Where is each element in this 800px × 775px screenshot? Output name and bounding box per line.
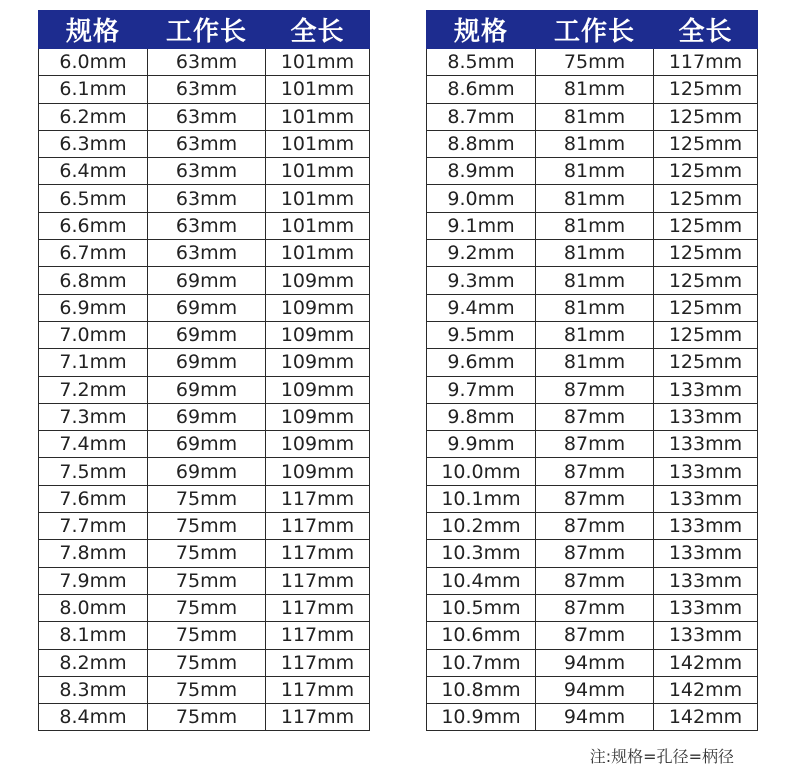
table-row: [39, 649, 370, 676]
table-row: [427, 294, 758, 321]
cell-total-length: 117mm: [266, 622, 370, 649]
table-row: [39, 540, 370, 567]
cell-total-length: 125mm: [654, 212, 758, 239]
header-working-length: 工作长: [148, 11, 266, 49]
cell-total-length: 101mm: [266, 76, 370, 103]
cell-spec: 8.0mm: [39, 594, 148, 621]
spec-table-left: [38, 10, 370, 731]
cell-spec: 8.9mm: [427, 158, 536, 185]
cell-spec: 6.4mm: [39, 158, 148, 185]
cell-working-length: 81mm: [536, 212, 654, 239]
cell-working-length: 87mm: [536, 594, 654, 621]
cell-spec: 10.4mm: [427, 567, 536, 594]
cell-working-length: 75mm: [148, 485, 266, 512]
cell-total-length: 109mm: [266, 267, 370, 294]
cell-total-length: 133mm: [654, 431, 758, 458]
cell-working-length: 69mm: [148, 403, 266, 430]
cell-spec: 9.9mm: [427, 431, 536, 458]
cell-total-length: 117mm: [266, 594, 370, 621]
cell-total-length: 133mm: [654, 403, 758, 430]
table-row: [39, 431, 370, 458]
cell-total-length: 117mm: [266, 649, 370, 676]
cell-spec: 7.9mm: [39, 567, 148, 594]
cell-spec: 6.9mm: [39, 294, 148, 321]
cell-working-length: 87mm: [536, 567, 654, 594]
cell-total-length: 133mm: [654, 458, 758, 485]
cell-working-length: 63mm: [148, 103, 266, 130]
table-row: [39, 240, 370, 267]
cell-working-length: 69mm: [148, 349, 266, 376]
cell-working-length: 81mm: [536, 321, 654, 348]
cell-total-length: 117mm: [266, 676, 370, 703]
table-row: [427, 513, 758, 540]
table-row: [39, 349, 370, 376]
cell-total-length: 109mm: [266, 431, 370, 458]
cell-working-length: 81mm: [536, 158, 654, 185]
cell-working-length: 63mm: [148, 185, 266, 212]
cell-spec: 9.7mm: [427, 376, 536, 403]
table-row: [39, 567, 370, 594]
cell-working-length: 94mm: [536, 649, 654, 676]
cell-spec: 6.6mm: [39, 212, 148, 239]
cell-working-length: 63mm: [148, 158, 266, 185]
cell-spec: 6.5mm: [39, 185, 148, 212]
table-row: [427, 376, 758, 403]
table-row: [427, 212, 758, 239]
table-row: [427, 240, 758, 267]
table-header-row: [39, 11, 370, 49]
cell-total-length: 133mm: [654, 540, 758, 567]
table-row: [427, 567, 758, 594]
cell-working-length: 87mm: [536, 540, 654, 567]
table-row: [39, 130, 370, 157]
header-spec: 规格: [39, 11, 148, 49]
table-row: [427, 49, 758, 76]
cell-working-length: 87mm: [536, 376, 654, 403]
cell-total-length: 117mm: [266, 513, 370, 540]
cell-working-length: 81mm: [536, 294, 654, 321]
cell-working-length: 69mm: [148, 376, 266, 403]
table-row: [427, 594, 758, 621]
cell-working-length: 75mm: [148, 622, 266, 649]
cell-working-length: 87mm: [536, 485, 654, 512]
cell-working-length: 63mm: [148, 76, 266, 103]
cell-total-length: 101mm: [266, 240, 370, 267]
cell-working-length: 75mm: [148, 567, 266, 594]
table-body-right: [427, 49, 758, 731]
cell-spec: 7.3mm: [39, 403, 148, 430]
cell-total-length: 125mm: [654, 240, 758, 267]
cell-spec: 7.5mm: [39, 458, 148, 485]
header-total-length: 全长: [654, 11, 758, 49]
table-row: [427, 403, 758, 430]
cell-spec: 10.0mm: [427, 458, 536, 485]
table-row: [427, 321, 758, 348]
cell-total-length: 125mm: [654, 185, 758, 212]
cell-spec: 6.0mm: [39, 49, 148, 76]
cell-total-length: 142mm: [654, 649, 758, 676]
table-row: [39, 676, 370, 703]
table-row: [427, 130, 758, 157]
cell-total-length: 133mm: [654, 513, 758, 540]
cell-spec: 10.6mm: [427, 622, 536, 649]
cell-working-length: 63mm: [148, 130, 266, 157]
cell-working-length: 81mm: [536, 240, 654, 267]
header-total-length: 全长: [266, 11, 370, 49]
cell-total-length: 101mm: [266, 103, 370, 130]
cell-spec: 7.0mm: [39, 321, 148, 348]
cell-total-length: 117mm: [266, 567, 370, 594]
cell-spec: 7.1mm: [39, 349, 148, 376]
cell-working-length: 81mm: [536, 103, 654, 130]
cell-total-length: 125mm: [654, 158, 758, 185]
cell-total-length: 101mm: [266, 185, 370, 212]
cell-spec: 8.4mm: [39, 704, 148, 731]
cell-spec: 6.7mm: [39, 240, 148, 267]
cell-spec: 7.2mm: [39, 376, 148, 403]
header-working-length: 工作长: [536, 11, 654, 49]
cell-spec: 9.4mm: [427, 294, 536, 321]
table-row: [39, 594, 370, 621]
cell-total-length: 117mm: [654, 49, 758, 76]
cell-working-length: 63mm: [148, 49, 266, 76]
cell-total-length: 109mm: [266, 376, 370, 403]
cell-total-length: 133mm: [654, 376, 758, 403]
cell-total-length: 125mm: [654, 349, 758, 376]
cell-spec: 9.0mm: [427, 185, 536, 212]
cell-total-length: 109mm: [266, 458, 370, 485]
table-row: [39, 185, 370, 212]
cell-spec: 9.8mm: [427, 403, 536, 430]
cell-spec: 8.8mm: [427, 130, 536, 157]
table-header-row: [427, 11, 758, 49]
header-spec: 规格: [427, 11, 536, 49]
cell-working-length: 87mm: [536, 403, 654, 430]
cell-working-length: 87mm: [536, 458, 654, 485]
cell-working-length: 81mm: [536, 267, 654, 294]
cell-working-length: 63mm: [148, 240, 266, 267]
cell-total-length: 109mm: [266, 403, 370, 430]
cell-spec: 9.3mm: [427, 267, 536, 294]
cell-spec: 10.2mm: [427, 513, 536, 540]
table-row: [427, 158, 758, 185]
cell-working-length: 87mm: [536, 513, 654, 540]
table-row: [39, 513, 370, 540]
cell-total-length: 125mm: [654, 294, 758, 321]
cell-spec: 9.1mm: [427, 212, 536, 239]
table-row: [427, 431, 758, 458]
cell-working-length: 69mm: [148, 294, 266, 321]
cell-working-length: 81mm: [536, 185, 654, 212]
cell-spec: 7.8mm: [39, 540, 148, 567]
cell-working-length: 75mm: [148, 676, 266, 703]
table-row: [427, 649, 758, 676]
footnote: 注:规格=孔径=柄径: [589, 747, 734, 766]
cell-working-length: 75mm: [148, 704, 266, 731]
cell-total-length: 133mm: [654, 622, 758, 649]
cell-spec: 10.5mm: [427, 594, 536, 621]
table-row: [427, 76, 758, 103]
cell-spec: 7.4mm: [39, 431, 148, 458]
table-row: [427, 185, 758, 212]
cell-spec: 8.5mm: [427, 49, 536, 76]
cell-total-length: 117mm: [266, 485, 370, 512]
cell-spec: 8.7mm: [427, 103, 536, 130]
cell-spec: 8.3mm: [39, 676, 148, 703]
cell-spec: 6.3mm: [39, 130, 148, 157]
cell-total-length: 109mm: [266, 349, 370, 376]
cell-total-length: 125mm: [654, 103, 758, 130]
cell-working-length: 69mm: [148, 431, 266, 458]
cell-spec: 8.6mm: [427, 76, 536, 103]
cell-total-length: 117mm: [266, 540, 370, 567]
table-row: [427, 622, 758, 649]
table-row: [427, 704, 758, 731]
cell-spec: 6.1mm: [39, 76, 148, 103]
cell-working-length: 87mm: [536, 431, 654, 458]
cell-total-length: 125mm: [654, 321, 758, 348]
cell-working-length: 87mm: [536, 622, 654, 649]
table-row: [39, 212, 370, 239]
spec-table-right: [426, 10, 758, 731]
table-row: [39, 49, 370, 76]
cell-spec: 8.1mm: [39, 622, 148, 649]
table-row: [39, 158, 370, 185]
table-row: [39, 485, 370, 512]
cell-total-length: 101mm: [266, 158, 370, 185]
cell-total-length: 125mm: [654, 267, 758, 294]
cell-spec: 7.7mm: [39, 513, 148, 540]
cell-working-length: 75mm: [148, 540, 266, 567]
table-row: [39, 294, 370, 321]
table-row: [427, 458, 758, 485]
cell-total-length: 109mm: [266, 294, 370, 321]
cell-total-length: 101mm: [266, 212, 370, 239]
cell-total-length: 133mm: [654, 594, 758, 621]
cell-spec: 6.8mm: [39, 267, 148, 294]
table-row: [427, 676, 758, 703]
table-row: [39, 376, 370, 403]
cell-spec: 10.3mm: [427, 540, 536, 567]
table-row: [39, 103, 370, 130]
cell-working-length: 75mm: [536, 49, 654, 76]
cell-total-length: 117mm: [266, 704, 370, 731]
cell-total-length: 142mm: [654, 704, 758, 731]
cell-working-length: 69mm: [148, 458, 266, 485]
table-row: [39, 704, 370, 731]
cell-working-length: 81mm: [536, 76, 654, 103]
table-row: [427, 540, 758, 567]
cell-total-length: 125mm: [654, 130, 758, 157]
cell-total-length: 142mm: [654, 676, 758, 703]
table-row: [39, 76, 370, 103]
cell-working-length: 75mm: [148, 513, 266, 540]
table-row: [427, 485, 758, 512]
cell-working-length: 81mm: [536, 349, 654, 376]
table-row: [39, 321, 370, 348]
cell-total-length: 109mm: [266, 321, 370, 348]
cell-working-length: 63mm: [148, 212, 266, 239]
cell-working-length: 69mm: [148, 267, 266, 294]
cell-spec: 6.2mm: [39, 103, 148, 130]
table-row: [39, 267, 370, 294]
cell-spec: 10.9mm: [427, 704, 536, 731]
cell-spec: 8.2mm: [39, 649, 148, 676]
cell-working-length: 94mm: [536, 704, 654, 731]
cell-total-length: 101mm: [266, 49, 370, 76]
cell-total-length: 133mm: [654, 567, 758, 594]
cell-spec: 10.1mm: [427, 485, 536, 512]
cell-working-length: 81mm: [536, 130, 654, 157]
table-row: [427, 349, 758, 376]
cell-spec: 9.2mm: [427, 240, 536, 267]
cell-spec: 9.5mm: [427, 321, 536, 348]
cell-total-length: 125mm: [654, 76, 758, 103]
table-row: [39, 403, 370, 430]
cell-working-length: 75mm: [148, 649, 266, 676]
table-row: [427, 267, 758, 294]
cell-spec: 9.6mm: [427, 349, 536, 376]
table-row: [39, 458, 370, 485]
cell-spec: 10.7mm: [427, 649, 536, 676]
cell-working-length: 75mm: [148, 594, 266, 621]
cell-working-length: 94mm: [536, 676, 654, 703]
cell-spec: 7.6mm: [39, 485, 148, 512]
table-row: [427, 103, 758, 130]
cell-working-length: 69mm: [148, 321, 266, 348]
cell-total-length: 133mm: [654, 485, 758, 512]
table-body-left: [39, 49, 370, 731]
table-row: [39, 622, 370, 649]
cell-total-length: 101mm: [266, 130, 370, 157]
cell-spec: 10.8mm: [427, 676, 536, 703]
